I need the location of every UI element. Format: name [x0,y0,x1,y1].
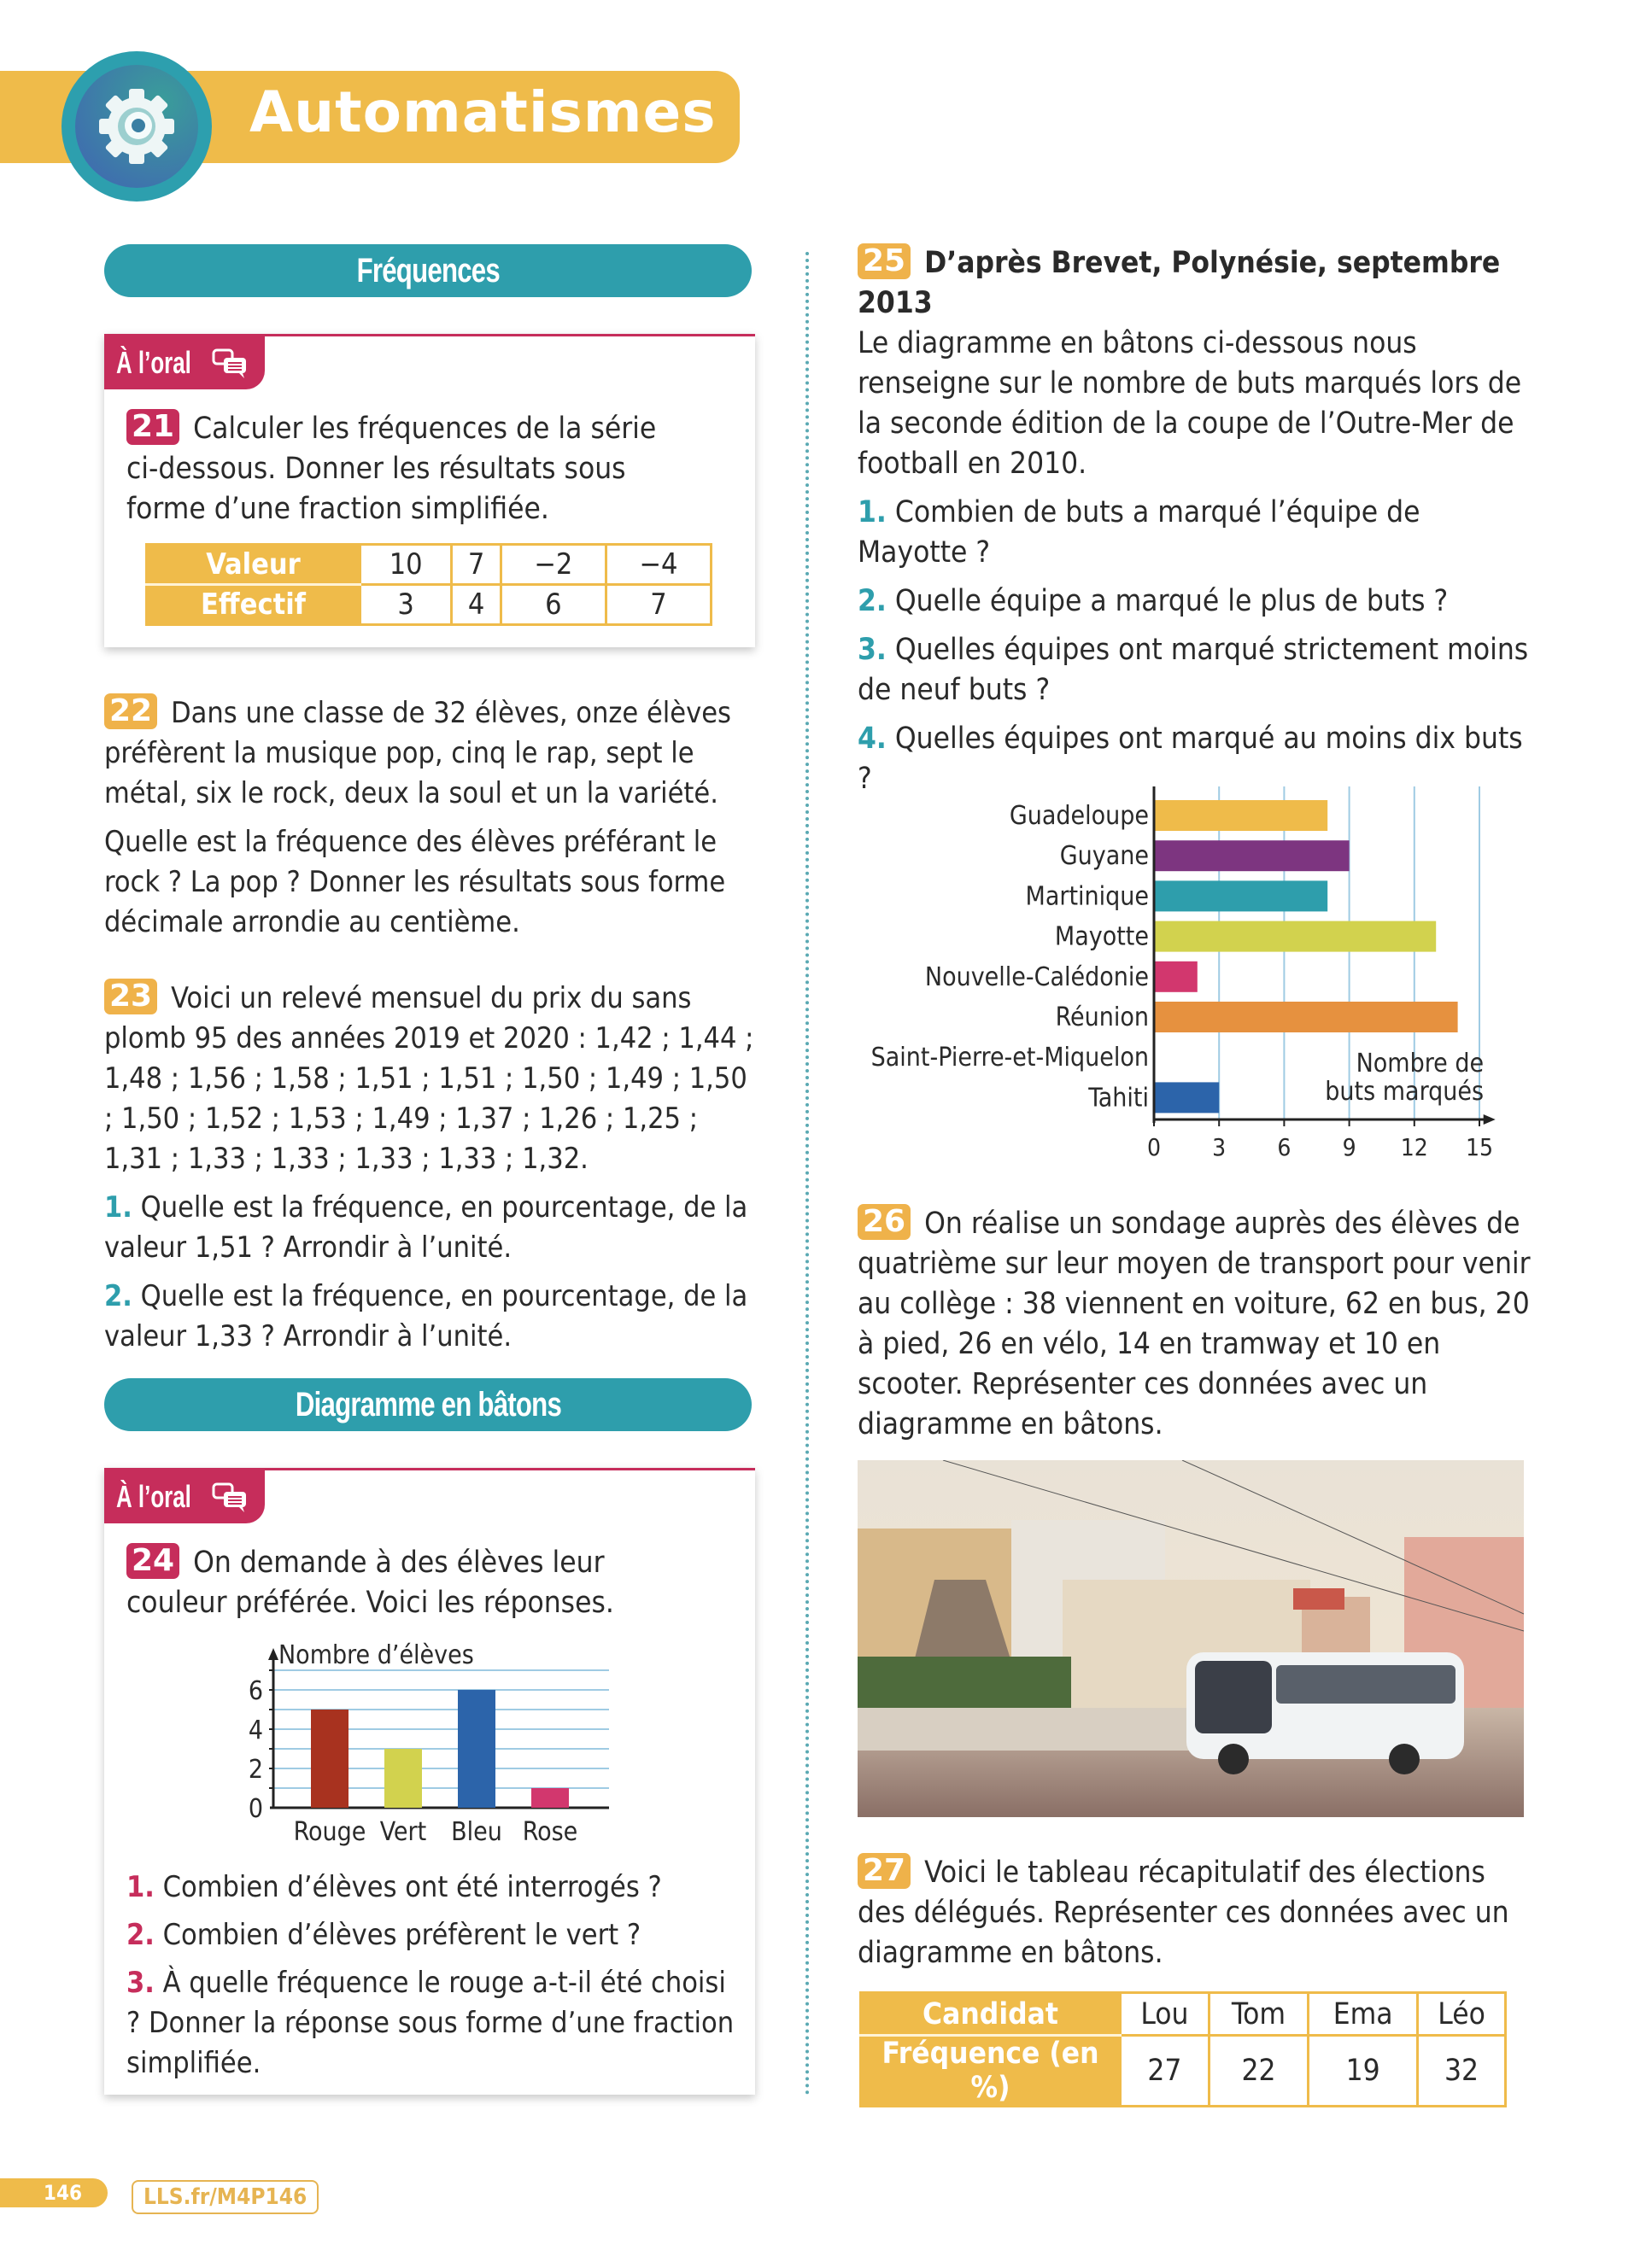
bar-rouge [311,1710,348,1808]
category-label: Guyane [1059,841,1149,872]
exercise-22: 22 Dans une classe de 32 élèves, onze élèves préfèrent la musique pop, cinq le rap, sept le métal, six le rock, deux la soul et un la variété. Quelle est la fréquence des élèves préférant le rock ? La pop ? Donner les résultats sous forme décimale arrondie au centième. [104,693,731,939]
category-label: Tahiti [1088,1083,1149,1114]
column-divider [805,252,809,2096]
exercise-23: 23 Voici un relevé mensuel du prix du sans plomb 95 des années 2019 et 2020 : 1,42 ; 1,44 ; 1,48 ; 1,56 ; 1,58 ; 1,51 ; 1,51 ; 1,50 ; 1,49 ; 1,50 ; 1,50 ; 1,52 ; 1,53 ; 1,49 ; 1,37 ; 1,26 ; 1,25 ; 1,31 ; 1,33 ; 1,33 ; 1,33 ; 1,33 ; 1,32. 1. Quelle est la fréquence, en pourcentage, de la valeur 1,51 ? Arrondir à l’unité. 2. Quelle est la fréquence, en pourcentage, de la valeur 1,33 ? Arrondir à l’unité. [104,979,762,1357]
section-header-diagramme: Diagramme en bâtons [104,1378,752,1431]
exercise-number-badge: 24 [126,1543,179,1579]
x-tick-label: 15 [1465,1133,1494,1161]
x-tick-label: 12 [1400,1133,1428,1161]
exercise-number-badge: 21 [126,409,179,445]
question: 1. Combien d’élèves ont été interrogés ? [126,1870,662,1904]
exercise-24-questions [126,1868,741,2084]
question: 3. À quelle fréquence le rouge a-t-il été choisi ? Donner la réponse sous forme d’une fraction simplifiée. [126,1966,735,2080]
bar-nouvelle-calédonie [1154,962,1198,992]
x-tick-label: Vert [379,1817,427,1847]
exercise-number-badge: 23 [104,979,157,1014]
question: 2. Quelle équipe a marqué le plus de buts ? [858,584,1449,618]
x-axis-label: Nombre de [1356,1049,1485,1078]
favorite-color-bar-chart [231,1631,632,1853]
bar-mayotte [1154,921,1436,952]
exercise-number-badge: 22 [104,693,157,729]
question: 2. Quelle est la fréquence, en pourcentage, de la valeur 1,33 ? Arrondir à l’unité. [104,1279,748,1353]
y-tick-label: 0 [248,1794,263,1824]
x-axis-arrow [1484,1114,1496,1125]
exercise-number-badge: 25 [858,243,911,279]
category-label: Saint-Pierre-et-Miquelon [870,1043,1149,1073]
resource-link[interactable]: LLS.fr/M4P146 [132,2180,319,2214]
x-tick-label: Rouge [293,1817,366,1847]
header-badge [62,51,212,202]
x-axis-label: buts marqués [1325,1077,1485,1107]
exercise-25-title: D’après Brevet, Polynésie, septembre 2013 [858,246,1501,320]
page-title: Automatismes [249,79,717,145]
goals-bar-chart [854,777,1520,1161]
chat-bubbles-icon [212,348,249,379]
exercise-21-text: 21 Calculer les fréquences de la série ci-dessous. Donner les résultats sous forme d’une fraction simplifiée. [126,409,657,526]
x-tick-label: 9 [1342,1133,1356,1161]
exercise-25: 25 D’après Brevet, Polynésie, septembre 2013 Le diagramme en bâtons ci-dessous nous renseigne sur le nombre de buts marqués lors de la seconde édition de la coupe de l’Outre-Mer de football en 2010. 1. Combien de buts a marqué l’équipe de Mayotte ? 2. Quelle équipe a marqué le plus de buts ? 3. Quelles équipes ont marqué strictement moins de neuf buts ? 4. Quelles équipes ont marqué au moins dix buts ? [858,243,1532,799]
bar-tahiti [1154,1082,1219,1113]
x-tick-label: Bleu [451,1817,502,1847]
exercise-number-badge: 27 [858,1853,911,1889]
category-label: Mayotte [1054,921,1149,952]
y-axis-label: Nombre d’élèves [278,1640,474,1670]
question: 1. Quelle est la fréquence, en pourcentage, de la valeur 1,51 ? Arrondir à l’unité. [104,1190,748,1265]
chat-bubbles-icon [212,1482,249,1513]
category-label: Guadeloupe [1009,801,1149,831]
y-tick-label: 6 [248,1676,263,1706]
city-square-bus-photo [858,1460,1524,1817]
section-header-frequences: Fréquences [104,244,752,297]
bar-guadeloupe [1154,800,1327,831]
category-label: Martinique [1025,881,1149,912]
bar-guyane [1154,840,1350,871]
bar-réunion [1154,1002,1458,1032]
category-label: Nouvelle-Calédonie [924,962,1149,992]
election-table-27: Candidat Lou Tom Ema Léo Fréquence (en %) 27 22 19 32 [859,1991,1507,2107]
question: 2. Combien d’élèves préfèrent le vert ? [126,1918,641,1952]
x-tick-label: Rose [522,1817,578,1847]
gear-icon [94,84,179,169]
exercise-26: 26 On réalise un sondage auprès des élèves de quatrième sur leur moyen de transport pour venir au collège : 38 viennent en voiture, 62 en bus, 20 à pied, 26 en vélo, 14 en tramway et 10 en scooter. Représenter ces données avec un diagramme en bâtons. [858,1204,1531,1441]
y-axis-arrow [268,1648,278,1660]
exercise-24-text: 24 On demande à des élèves leur couleur préférée. Voici les réponses. [126,1543,614,1620]
x-tick-label: 0 [1146,1133,1162,1161]
values-table-21: Valeur 10 7 −2 −4 Effectif 3 4 6 7 [145,543,712,626]
question: 4. Quelles équipes ont marqué au moins dix buts ? [858,722,1523,796]
category-label: Réunion [1055,1002,1149,1032]
oral-tab: À l’oral [104,336,265,389]
x-tick-label: 6 [1277,1133,1292,1161]
bar-vert [384,1749,422,1808]
exercise-27: 27 Voici le tableau récapitulatif des élections des délégués. Représenter ces données avec un diagramme en bâtons. [858,1853,1509,1970]
y-tick-label: 2 [248,1755,263,1785]
photo-illustration [858,1460,1524,1817]
oral-tab: À l’oral [104,1470,265,1523]
bar-bleu [458,1690,495,1808]
exercise-number-badge: 26 [858,1204,911,1240]
bar-martinique [1154,880,1327,911]
oral-card-21 [104,334,755,647]
question: 3. Quelles équipes ont marqué strictement moins de neuf buts ? [858,633,1529,707]
page-number: 146 [0,2178,108,2207]
x-tick-label: 3 [1212,1133,1227,1161]
bar-rose [531,1788,569,1808]
question: 1. Combien de buts a marqué l’équipe de Mayotte ? [858,495,1420,570]
y-tick-label: 4 [248,1716,263,1745]
